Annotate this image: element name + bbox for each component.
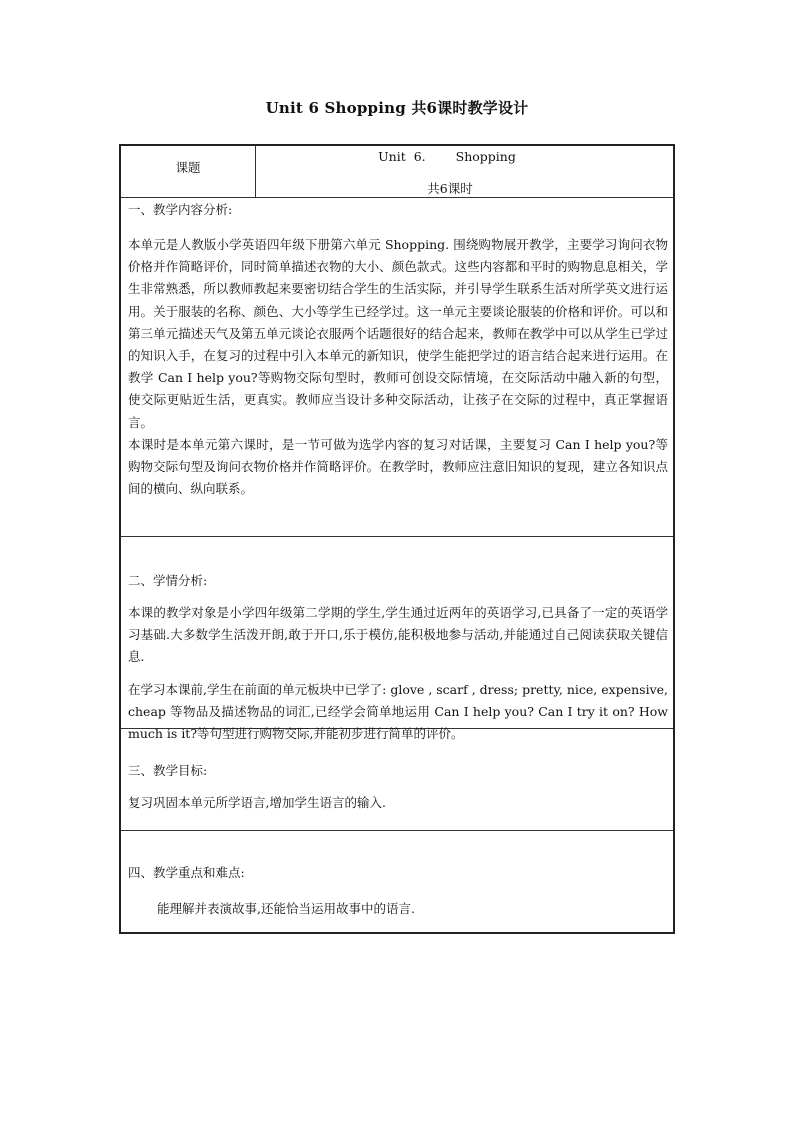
- section3-heading: 三、教学目标:: [128, 763, 208, 778]
- section3-paragraph-1: 复习巩固本单元所学语言,增加学生语言的输入.: [128, 795, 386, 810]
- row-divider: [121, 536, 673, 537]
- topic-label: 课题: [175, 160, 201, 175]
- section1-paragraph-1: 本单元是人教版小学英语四年级下册第六单元 Shopping. 围绕购物展开教学，主要学习询问衣物价格并作简略评价，同时简单描述衣物的大小、颜色款式。这些内容都和平时的购物息息相关，学生非常熟悉，所以教师教起来要密切结合学生的生活实际，并引导学生联系生活对所学英文进行运用。关于服装的名称、颜色、大小等学生已经学过。这一单元主要谈论服装的价格和评价。可以和第三单元描述天气及第五单元谈论衣服两个话题很好的结合起来，教师在教学中可以从学生已学过的知识入手，在复习的过程中引入本单元的新知识，使学生能把学过的语言结合起来进行运用。在教学 Can I help you?等购物交际句型时，教师可创设交际情境，在交际活动中融入新的句型，使交际更贴近生活，更真实。教师应当设计多种交际活动，让孩子在交际的过程中，真正掌握语言。: [128, 237, 668, 430]
- section2-paragraph-1: 本课的教学对象是小学四年级第二学期的学生,学生通过近两年的英语学习,已具备了一定的英语学习基础.大多数学生活泼开朗,敢于开口,乐于模仿,能积极地参与活动,并能通过自己阅读获取关键信息.: [128, 605, 668, 665]
- section2-paragraph-2: 在学习本课前,学生在前面的单元板块中已学了: glove , scarf , dress; pretty, nice, expensive, cheap 等物品及描述物品的词汇,已经学会简单地运用 Can I help you? Can I try it on? How much is it?等句型进行购物交际,并能初步进行简单的评价。: [128, 682, 668, 742]
- document-title: Unit 6 Shopping 共6课时教学设计: [265, 99, 529, 117]
- topic-name: Shopping: [455, 149, 516, 164]
- topic-periods: 共6课时: [427, 181, 473, 196]
- section4-heading: 四、教学重点和难点:: [128, 865, 245, 880]
- row-divider: [121, 830, 673, 831]
- section4-paragraph-1: 能理解并表演故事,还能恰当运用故事中的语言.: [157, 901, 415, 916]
- column-divider: [255, 146, 256, 197]
- lesson-plan-table: [119, 144, 675, 934]
- topic-unit-line: [257, 146, 637, 167]
- section2-heading: 二、学情分析:: [128, 573, 208, 588]
- section1-heading: 一、教学内容分析:: [128, 202, 233, 217]
- section2-clipped-area: [121, 676, 673, 742]
- topic-unit: Unit 6.: [378, 149, 426, 164]
- section1-paragraph-2: 本课时是本单元第六课时，是一节可做为选学内容的复习对话课，主要复习 Can I help you?等购物交际句型及询问衣物价格并作简略评价。在教学时，教师应注意旧知识的复现，建立各知识点间的横向、纵向联系。: [128, 437, 668, 497]
